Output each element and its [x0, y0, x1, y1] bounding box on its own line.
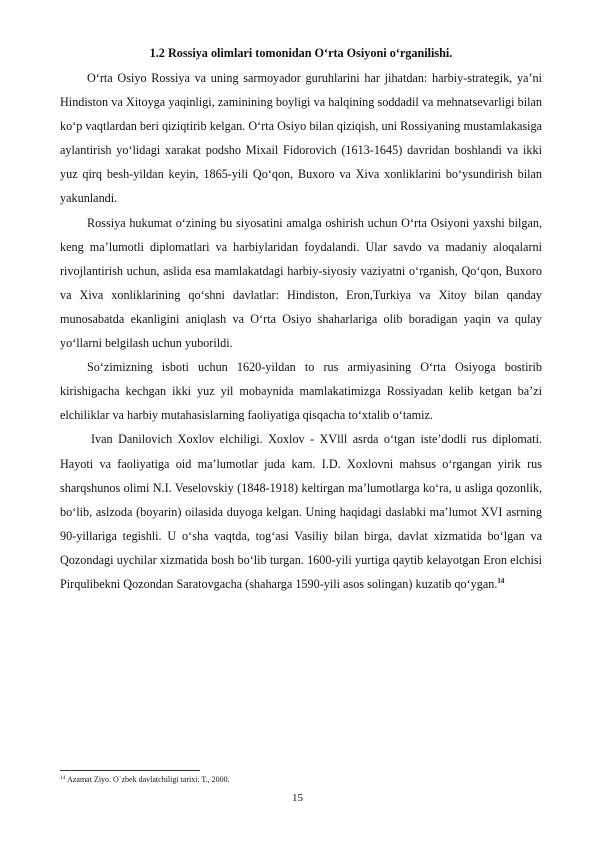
page-number: 15 — [292, 792, 303, 804]
paragraph-4 — [60, 427, 542, 596]
paragraph-2: Rossiya hukumat o‘zining bu siyosatini amalga oshirish uchun O‘rta Osiyoni yaxshi bilgan, keng ma’lumotli diplomatlari va harbiylaridan foydalandi. Ular savdo va madaniy aloqalarni rivojlantirish uchun, aslida esa mamlakatdagi harbiy-siyosiy vaziyatni o‘rganish, Qo‘qon, Buxoro va Xiva xonliklarining qo‘shni davlatlar: Hindiston, Eron,Turkiya va Xitoy bilan qanday munosabatda ekanligini aniqlash va O‘rta Osiyo shaharlariga olib boradigan yaqin va qulay yo‘llarni belgilash uchun yuborildi. — [60, 215, 542, 351]
paragraph-1: O‘rta Osiyo Rossiya va uning sarmoyador guruhlarini har jihatdan: harbiy-strategik, ya’ni Hindiston va Xitoyga yaqinligi, zaminining boyligi va halqining soddadil va mehnatsevarligi bilan ko‘p vaqtlardan beri qiziqtirib kelgan. O‘rta Osiyo bilan qiziqish, uni Rossiyaning mustamlakasiga aylantirish yo‘lidagi xarakat podsho Mixail Fidorovich (1613-1645) davridan boshlandi va ikki yuz qirq besh-yildan keyin, 1865-yili Qo‘qon, Buxoro va Xiva xonliklarini bo‘ysundirish bilan yakunlandi. — [60, 71, 542, 206]
main-content — [60, 44, 542, 596]
footnote-divider — [60, 770, 200, 771]
footnote-reference[interactable]: 14 — [497, 576, 505, 585]
footnote-number: 14 — [60, 775, 66, 781]
paragraph-4-text: Ivan Danilovich Xoxlov elchiligi. Xoxlov - XVlll asrda o‘tgan iste’dodli rus diplomati. Hayoti va faoliyatiga oid ma’lumotlar juda kam. I.D. Xoxlovni mahsus o‘rgangan yirik rus sharqshunos olimi N.I. Veselovskiy (1848-1918) keltirgan ma’lumotlarga ko‘ra, u asliga qozonlik, bo‘lib, aslzoda (boyarin) oilasida duyoga kelgan. Uning haqidagi daslabki ma’lumot XVI asrning 90-yillariga tegishli. U o‘sha vaqtda, tog‘asi Vasiliy bilan birga, davlat xizmatida bo‘lgan va Qozondagi uychilar xizmatida bosh bo‘lib turgan. 1600-yili yurtiga qaytib kelayotgan Eron elchisi Pirqulibekni Qozondan Saratovgacha (shaharga 1590-yili asos solingan) kuzatib qo‘ygan. — [60, 432, 542, 591]
paragraph-3: So‘zimizning isboti uchun 1620-yildan to rus armiyasining O‘rta Osiyoga bostirib kirishigacha kechgan ikki yuz yil mobaynida mamlakatimizga Rossiyadan kelib ketgan ba’zi elchiliklar va harbiy mutahasislarning faoliyatiga qisqacha to‘xtalib o‘tamiz. — [60, 360, 542, 423]
footnote — [60, 774, 540, 785]
section-heading: 1.2 Rossiya olimlari tomonidan O‘rta Osiyoni o‘rganilishi. — [149, 46, 453, 60]
footnote-text: Azamat Ziyo. O`zbek davlatchiligi tarixi. T., 2000. — [67, 775, 230, 784]
